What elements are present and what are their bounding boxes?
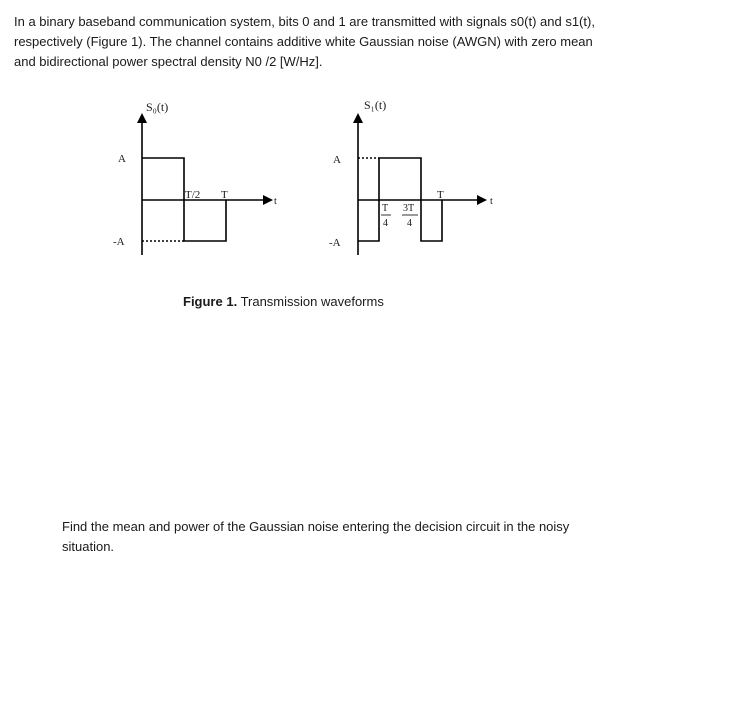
s0-axis-label: t <box>274 196 277 207</box>
s1-tick-quarter-den: 4 <box>383 218 388 229</box>
s1-axis-label: t <box>490 196 493 207</box>
s0-plot <box>113 100 277 255</box>
question-text <box>62 517 662 557</box>
s1-tick-quarter-num: T <box>382 203 389 214</box>
question-line-2: situation. <box>62 539 115 554</box>
s1-tick-3quarter-num: 3T <box>403 203 415 214</box>
intro-line-2: respectively (Figure 1). The channel contains additive white Gaussian noise (AWGN) with zero mean <box>14 34 593 49</box>
figure-caption-text: Transmission waveforms <box>237 294 384 309</box>
s0-tick-T: T <box>221 189 228 201</box>
s0-amp-pos-label: A <box>118 153 126 165</box>
s1-tick-3quarter-den: 4 <box>407 218 412 229</box>
intro-line-1: In a binary baseband communication system, bits 0 and 1 are transmitted with signals s0(t) and s1(t), <box>14 14 595 29</box>
s0-title: S₀(t) <box>146 100 169 114</box>
figure-caption <box>183 294 384 309</box>
s1-amp-pos-label: A <box>333 154 341 166</box>
figure-caption-label: Figure 1. <box>183 294 238 309</box>
s1-amp-neg-label: -A <box>329 237 341 249</box>
s1-plot <box>329 98 493 255</box>
intro-line-3: and bidirectional power spectral density N0 /2 [W/Hz]. <box>14 54 323 69</box>
s1-title: S₁(t) <box>364 98 387 112</box>
s1-tick-T: T <box>437 189 444 201</box>
s0-amp-neg-label: -A <box>113 236 125 248</box>
s0-tick-half: T/2 <box>185 189 201 201</box>
question-line-1: Find the mean and power of the Gaussian noise entering the decision circuit in the noisy <box>62 519 570 534</box>
